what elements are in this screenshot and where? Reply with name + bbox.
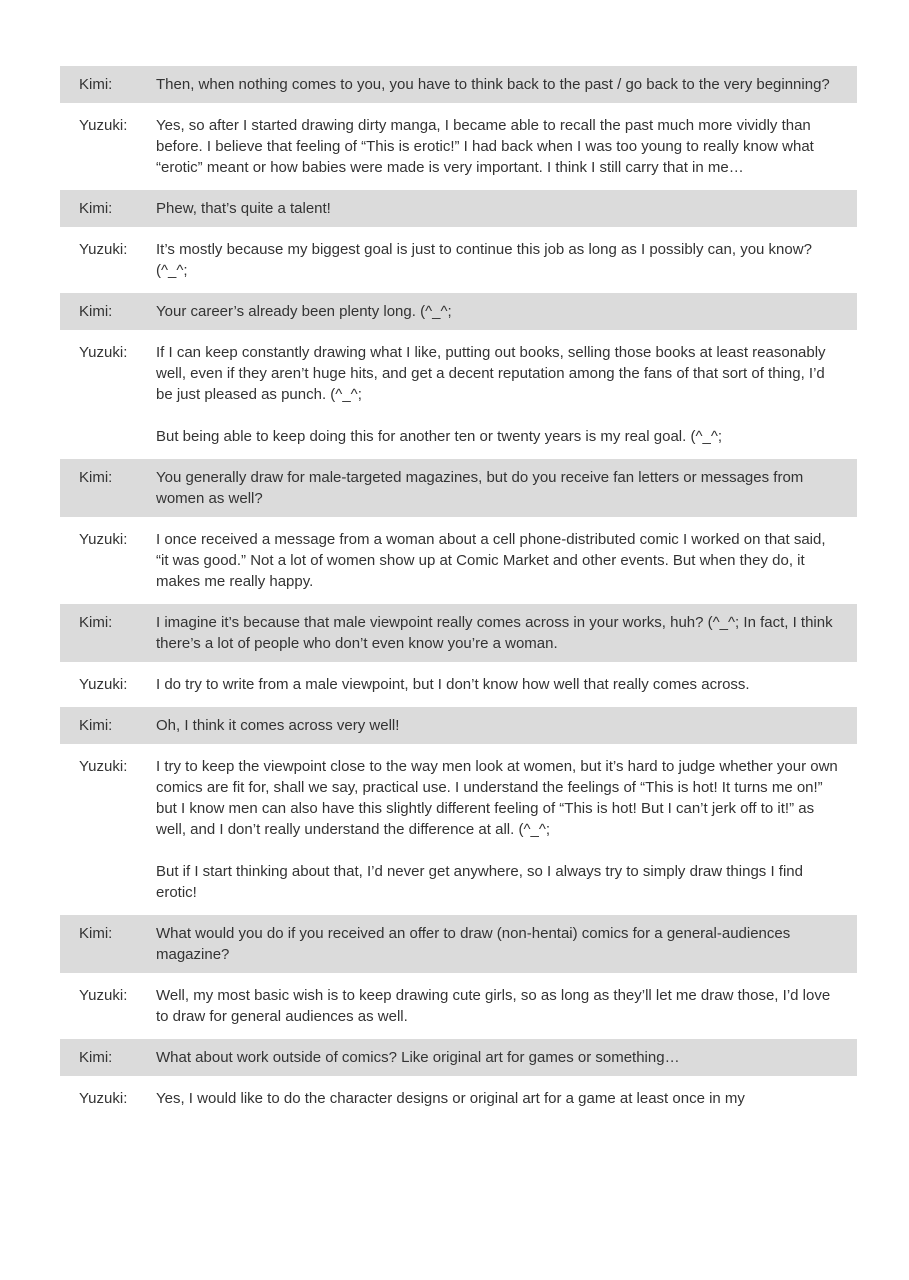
dialogue-message — [156, 1047, 857, 1068]
dialogue-message — [156, 715, 857, 736]
dialogue-message — [156, 612, 857, 654]
message-paragraph: What about work outside of comics? Like original art for games or something… — [156, 1049, 680, 1066]
dialogue-row — [60, 977, 857, 1035]
dialogue-message — [156, 756, 857, 903]
dialogue-message — [156, 198, 857, 219]
dialogue-message — [156, 467, 857, 509]
message-paragraph: Yes, so after I started drawing dirty manga, I became able to recall the past much more vividly than before. I believe that feeling of “This is erotic!” I had back when I was too young to really know what “erotic” meant or how babies were made is very important. I think I still carry that in me… — [156, 117, 814, 176]
dialogue-message — [156, 674, 857, 695]
message-paragraph: But being able to keep doing this for another ten or twenty years is my real goal. (^_^; — [156, 428, 723, 445]
dialogue-message — [156, 1088, 857, 1109]
speaker-label: Yuzuki: — [79, 1090, 128, 1107]
dialogue-message — [156, 74, 857, 95]
speaker-label: Kimi: — [79, 303, 113, 320]
dialogue-row — [60, 107, 857, 186]
dialogue-message — [156, 342, 857, 447]
dialogue-row — [60, 66, 857, 103]
message-paragraph: You generally draw for male-targeted magazines, but do you receive fan letters or messages from women as well? — [156, 469, 804, 507]
speaker-label: Kimi: — [79, 76, 113, 93]
dialogue-row — [60, 707, 857, 744]
message-paragraph: What would you do if you received an offer to draw (non-hentai) comics for a general-audiences magazine? — [156, 925, 791, 963]
message-paragraph: I try to keep the viewpoint close to the way men look at women, but it’s hard to judge whether your own comics are fit for, shall we say, practical use. I understand the feelings of “This is hot! It turns me on!” but I know men can also have this slightly different feeling of “This is hot! But I can’t jerk off to it!” as well, and I don’t really understand the difference at all. (^_^; — [156, 758, 838, 838]
message-paragraph: I imagine it’s because that male viewpoint really comes across in your works, huh? (^_^; In fact, I think there’s a lot of people who don’t even know you’re a woman. — [156, 614, 833, 652]
dialogue-row — [60, 1039, 857, 1076]
message-paragraph: I do try to write from a male viewpoint, but I don’t know how well that really comes across. — [156, 676, 750, 693]
speaker-label: Yuzuki: — [79, 531, 128, 548]
dialogue-row — [60, 1080, 857, 1117]
speaker-label: Kimi: — [79, 614, 113, 631]
dialogue-message — [156, 115, 857, 178]
dialogue-row — [60, 334, 857, 455]
speaker-label: Kimi: — [79, 1049, 113, 1066]
dialogue-row — [60, 459, 857, 517]
message-paragraph: Well, my most basic wish is to keep drawing cute girls, so as long as they’ll let me draw those, I’d love to draw for general audiences as well. — [156, 987, 831, 1025]
dialogue-row — [60, 748, 857, 911]
speaker-label: Kimi: — [79, 200, 113, 217]
message-paragraph: Oh, I think it comes across very well! — [156, 717, 400, 734]
dialogue-row — [60, 293, 857, 330]
speaker-label: Kimi: — [79, 717, 113, 734]
dialogue-row — [60, 915, 857, 973]
message-paragraph: Yes, I would like to do the character designs or original art for a game at least once in my — [156, 1090, 745, 1107]
speaker-label: Yuzuki: — [79, 987, 128, 1004]
speaker-label: Yuzuki: — [79, 117, 128, 134]
dialogue-message — [156, 239, 857, 281]
speaker-label: Yuzuki: — [79, 344, 128, 361]
dialogue-message — [156, 301, 857, 322]
message-paragraph: I once received a message from a woman about a cell phone-distributed comic I worked on that said, “it was good.” Not a lot of women show up at Comic Market and other events. But when they do, it makes me really happy. — [156, 531, 826, 590]
interview-transcript — [60, 66, 857, 1117]
message-paragraph: But if I start thinking about that, I’d never get anywhere, so I always try to simply draw things I find erotic! — [156, 863, 803, 901]
speaker-label: Kimi: — [79, 469, 113, 486]
dialogue-message — [156, 529, 857, 592]
dialogue-message — [156, 923, 857, 965]
message-paragraph: Phew, that’s quite a talent! — [156, 200, 331, 217]
message-paragraph: Your career’s already been plenty long. (^_^; — [156, 303, 452, 320]
dialogue-row — [60, 604, 857, 662]
message-paragraph: Then, when nothing comes to you, you have to think back to the past / go back to the very beginning? — [156, 76, 830, 93]
speaker-label: Yuzuki: — [79, 758, 128, 775]
speaker-label: Yuzuki: — [79, 676, 128, 693]
dialogue-row — [60, 666, 857, 703]
message-paragraph: It’s mostly because my biggest goal is just to continue this job as long as I possibly can, you know? (^_^; — [156, 241, 812, 279]
speaker-label: Kimi: — [79, 925, 113, 942]
dialogue-row — [60, 190, 857, 227]
message-paragraph: If I can keep constantly drawing what I like, putting out books, selling those books at least reasonably well, even if they aren’t huge hits, and get a decent reputation among the fans of that sort of thing, I’d be just pleased as punch. (^_^; — [156, 344, 826, 403]
dialogue-row — [60, 231, 857, 289]
dialogue-message — [156, 985, 857, 1027]
speaker-label: Yuzuki: — [79, 241, 128, 258]
dialogue-row — [60, 521, 857, 600]
